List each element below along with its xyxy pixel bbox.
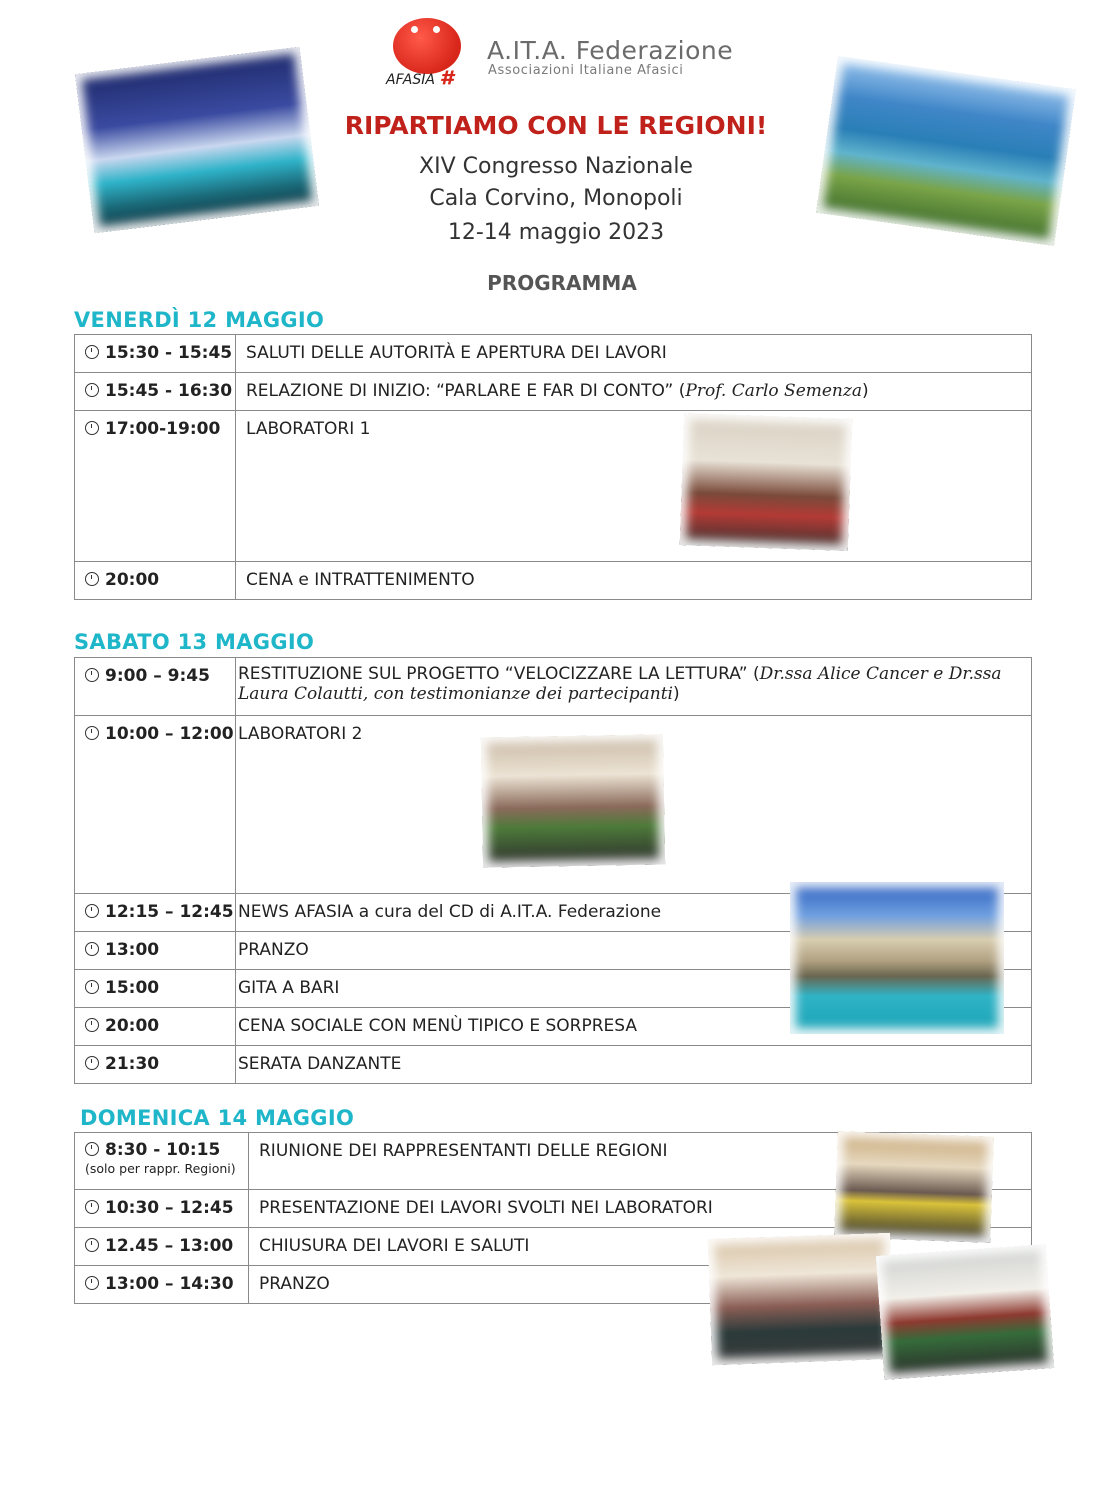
- clock-icon: [85, 1200, 99, 1214]
- org-subtitle: Associazioni Italiane Afasici: [488, 63, 684, 78]
- clock-icon: [85, 904, 99, 918]
- table-row: 20:00 CENA e INTRATTENIMENTO: [75, 562, 1032, 600]
- event-location: Cala Corvino, Monopoli: [429, 186, 683, 211]
- table-row: 8:30 - 10:15 (solo per rappr. Regioni) RIUNIONE DEI RAPPRESENTANTI DELLE REGIONI: [75, 1133, 1032, 1190]
- table-row: 17:00-19:00 LABORATORI 1: [75, 411, 1032, 562]
- program-heading: PROGRAMMA: [487, 271, 637, 295]
- clock-icon: [85, 421, 99, 435]
- clock-icon: [85, 572, 99, 586]
- clock-icon: [85, 1142, 99, 1156]
- clock-icon: [85, 668, 99, 682]
- laboratori-2-group-photo: [481, 734, 665, 867]
- note: (solo per rappr. Regioni): [85, 1161, 236, 1176]
- table-row: 10:30 – 12:45 PRESENTAZIONE DEI LAVORI SVOLTI NEI LABORATORI: [75, 1190, 1032, 1228]
- clock-icon: [85, 1238, 99, 1252]
- table-row: 12:15 – 12:45 NEWS AFASIA a cura del CD di A.IT.A. Federazione: [75, 894, 1032, 932]
- clock-icon: [85, 726, 99, 740]
- table-row: 20:00 CENA SOCIALE CON MENÙ TIPICO E SORPRESA: [75, 1008, 1032, 1046]
- event-dates: 12-14 maggio 2023: [447, 220, 665, 245]
- event-name: XIV Congresso Nazionale: [419, 154, 693, 179]
- regions-group-photo-3: [876, 1244, 1054, 1380]
- logo-text: AFASIA ⵌ: [386, 68, 454, 89]
- table-row: 13:00 – 14:30 PRANZO: [75, 1266, 1032, 1304]
- polignano-cliffs-photo: [790, 882, 1004, 1034]
- clock-icon: [85, 942, 99, 956]
- table-row: 15:45 - 16:30 RELAZIONE DI INIZIO: “PARLARE E FAR DI CONTO” (Prof. Carlo Semenza): [75, 373, 1032, 411]
- clock-icon: [85, 383, 99, 397]
- table-row: 13:00 PRANZO: [75, 932, 1032, 970]
- table-row: 9:00 – 9:45 RESTITUZIONE SUL PROGETTO “VELOCIZZARE LA LETTURA” (Dr.ssa Alice Cancer e Dr.ssa Laura Colautti, con testimonianze dei partecipanti): [75, 658, 1032, 716]
- org-name: A.IT.A. Federazione: [487, 36, 734, 65]
- clock-icon: [85, 980, 99, 994]
- regions-group-photo-1: [834, 1131, 994, 1242]
- table-row: 21:30 SERATA DANZANTE: [75, 1046, 1032, 1084]
- table-row: 10:00 – 12:00 LABORATORI 2: [75, 716, 1032, 894]
- afasia-logo-icon: [393, 18, 461, 74]
- table-row: 15:00 GITA A BARI: [75, 970, 1032, 1008]
- laboratori-1-group-photo: [680, 413, 853, 551]
- clock-icon: [85, 345, 99, 359]
- clock-icon: [85, 1018, 99, 1032]
- clock-icon: [85, 1056, 99, 1070]
- table-row: 15:30 - 15:45 SALUTI DELLE AUTORITÀ E APERTURA DEI LAVORI: [75, 335, 1032, 373]
- day-heading-friday: VENERDÌ 12 MAGGIO: [74, 308, 325, 332]
- table-row: 12.45 – 13:00 CHIUSURA DEI LAVORI E SALUTI: [75, 1228, 1032, 1266]
- regions-group-photo-2: [708, 1233, 894, 1365]
- day-heading-sunday: DOMENICA 14 MAGGIO: [80, 1106, 355, 1130]
- clock-icon: [85, 1276, 99, 1290]
- day-heading-saturday: SABATO 13 MAGGIO: [74, 630, 315, 654]
- schedule-table-friday: [74, 334, 1032, 600]
- page-title: RIPARTIAMO CON LE REGIONI!: [344, 111, 768, 140]
- hotel-pool-day-photo: [816, 56, 1076, 246]
